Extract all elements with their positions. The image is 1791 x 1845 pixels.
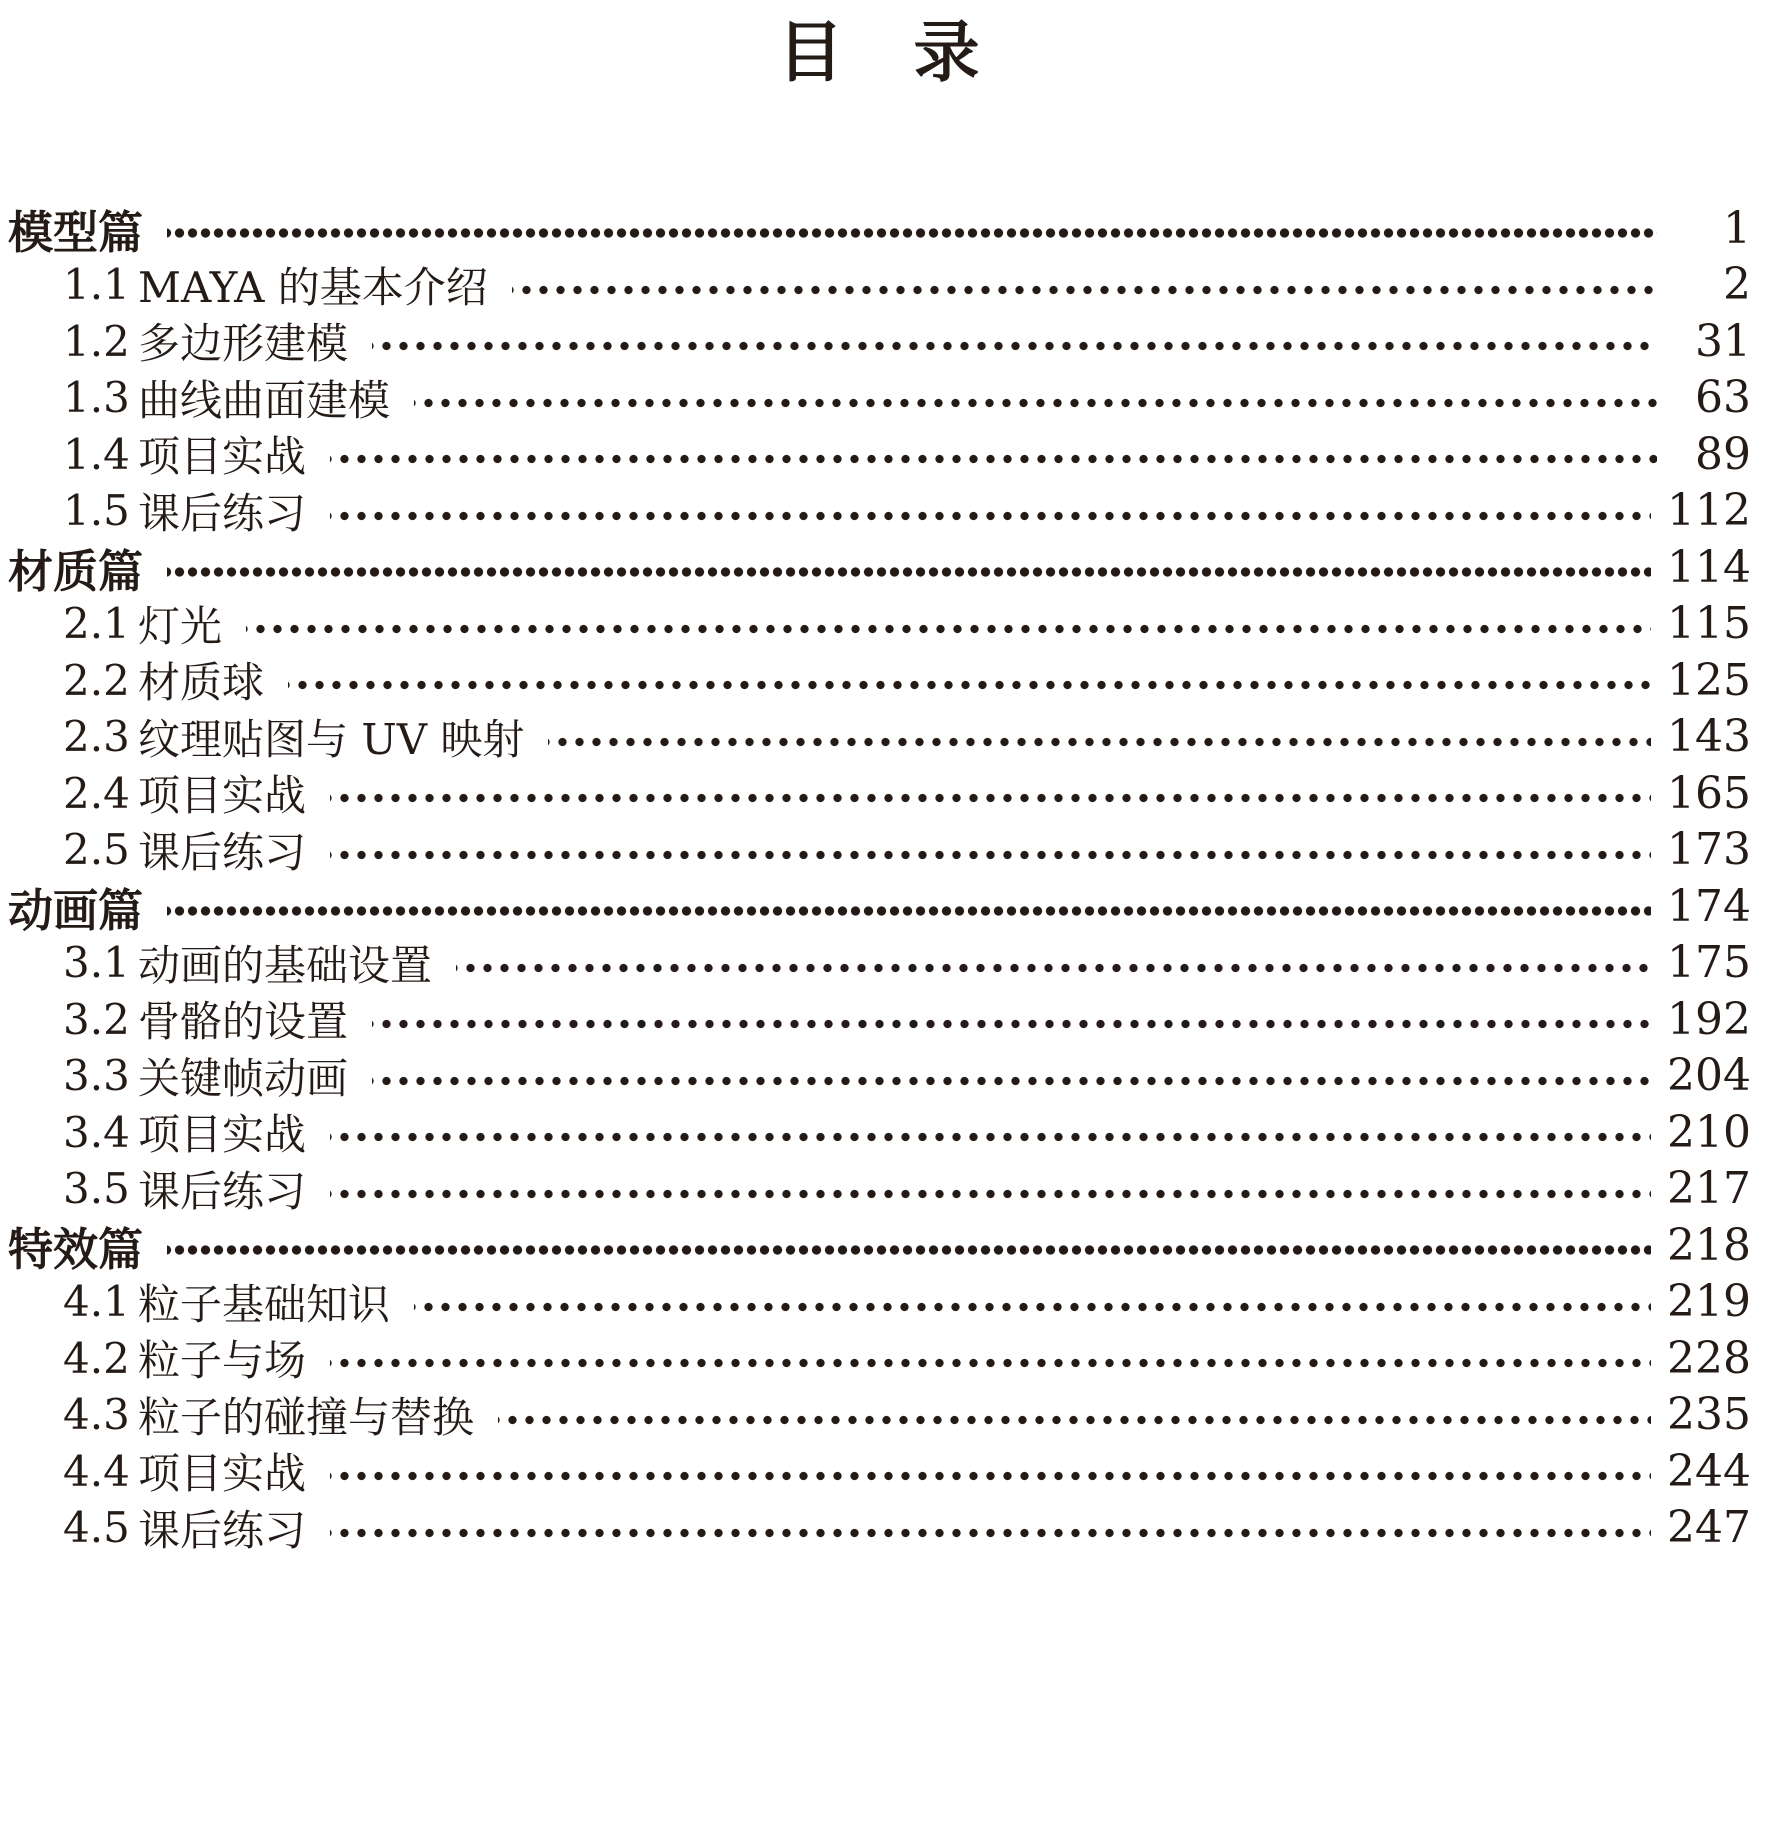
entry-title: 曲线曲面建模: [138, 375, 391, 425]
dot-leader: [330, 1355, 1651, 1371]
toc-item-row: [8, 822, 1751, 879]
entry-number: 1.5: [63, 486, 130, 536]
page-number: 219: [1667, 1276, 1751, 1328]
page-number: 228: [1667, 1332, 1751, 1384]
entry-number: 4.3: [63, 1390, 130, 1440]
entry-number: 4.2: [63, 1333, 130, 1383]
toc-item-row: [8, 1330, 1751, 1387]
page-number: 247: [1667, 1502, 1751, 1554]
entry-title: 课后练习: [138, 1505, 307, 1555]
toc-item-row: [8, 257, 1751, 314]
dot-leader: [330, 451, 1657, 467]
toc-item-row: [8, 483, 1751, 540]
toc-item-row: [8, 1274, 1751, 1331]
entry-title: 课后练习: [138, 488, 307, 538]
entry-title: 多边形建模: [138, 319, 349, 369]
toc-item-row: [8, 1443, 1751, 1500]
page-number: 235: [1667, 1389, 1751, 1441]
entry-number: 3.5: [63, 1164, 130, 1214]
section-label: 动画篇: [8, 883, 144, 937]
entry-title: 动画的基础设置: [138, 940, 433, 990]
entry-title: 灯光: [138, 601, 223, 651]
toc-item-row: [8, 991, 1751, 1048]
entry-number: 4.4: [63, 1446, 130, 1496]
dot-leader: [548, 734, 1651, 750]
page-number: 174: [1667, 880, 1751, 932]
entry-number: 4.1: [63, 1277, 130, 1327]
toc-section-row: [8, 539, 1751, 596]
toc-section-row: [8, 1217, 1751, 1274]
page-title: 目 录: [777, 14, 982, 91]
entry-title: 粒子的碰撞与替换: [138, 1392, 475, 1442]
page-number: 218: [1667, 1219, 1751, 1271]
toc-item-row: [8, 652, 1751, 709]
dot-leader: [167, 1242, 1651, 1258]
dot-leader: [372, 1073, 1651, 1089]
entry-title: 骨骼的设置: [138, 997, 349, 1047]
toc-item-row: [8, 765, 1751, 822]
dot-leader: [288, 677, 1651, 693]
dot-leader: [372, 1016, 1651, 1032]
page-number: 192: [1667, 993, 1751, 1045]
page-number: 31: [1695, 315, 1751, 367]
page-number: 143: [1667, 711, 1751, 763]
entry-number: 3.1: [63, 938, 130, 988]
dot-leader: [330, 1525, 1651, 1541]
dot-leader: [498, 1412, 1651, 1428]
dot-leader: [167, 225, 1657, 241]
dot-leader: [330, 508, 1651, 524]
dot-leader: [167, 903, 1651, 919]
toc-item-row: [8, 935, 1751, 992]
entry-number: 1.3: [63, 373, 130, 423]
dot-leader: [414, 395, 1657, 411]
entry-number: 2.2: [63, 655, 130, 705]
page-number: 63: [1695, 372, 1751, 424]
toc-list: [8, 200, 1751, 1556]
dot-leader: [330, 1129, 1651, 1145]
dot-leader: [512, 282, 1657, 298]
page-number: 125: [1667, 654, 1751, 706]
page-number: 2: [1723, 259, 1751, 311]
entry-title: 粒子基础知识: [138, 1279, 391, 1329]
entry-title: 材质球: [138, 658, 265, 708]
toc-item-row: [8, 709, 1751, 766]
entry-number: 3.2: [63, 994, 130, 1044]
page-number: 244: [1667, 1445, 1751, 1497]
dot-leader: [330, 847, 1651, 863]
toc-item-row: [8, 370, 1751, 427]
toc-item-row: [8, 596, 1751, 653]
entry-title: 课后练习: [138, 827, 307, 877]
page-number: 217: [1667, 1163, 1751, 1215]
entry-number: 2.4: [63, 768, 130, 818]
page-number: 115: [1667, 598, 1751, 650]
toc-item-row: [8, 1048, 1751, 1105]
toc-item-row: [8, 426, 1751, 483]
page-number: 114: [1667, 541, 1751, 593]
entry-title: 关键帧动画: [138, 1053, 349, 1103]
page-number: 173: [1667, 824, 1751, 876]
section-label: 特效篇: [8, 1222, 144, 1276]
section-label: 模型篇: [8, 205, 144, 259]
entry-title: 项目实战: [138, 1110, 307, 1160]
entry-number: 2.3: [63, 712, 130, 762]
entry-title: MAYA 的基本介绍: [138, 262, 488, 312]
dot-leader: [330, 1468, 1651, 1484]
dot-leader: [246, 621, 1651, 637]
entry-number: 1.1: [63, 260, 130, 310]
entry-number: 1.4: [63, 429, 130, 479]
page-number: 175: [1667, 937, 1751, 989]
toc-section-row: [8, 200, 1751, 257]
entry-title: 纹理贴图与 UV 映射: [138, 714, 525, 764]
entry-number: 2.1: [63, 599, 130, 649]
entry-number: 3.3: [63, 1051, 130, 1101]
page-number: 1: [1723, 202, 1751, 254]
entry-title: 项目实战: [138, 432, 307, 482]
entry-number: 3.4: [63, 1107, 130, 1157]
dot-leader: [330, 1186, 1651, 1202]
toc-item-row: [8, 1500, 1751, 1557]
page-number: 210: [1667, 1106, 1751, 1158]
dot-leader: [372, 338, 1657, 354]
page-number: 112: [1667, 485, 1751, 537]
page-number: 204: [1667, 1050, 1751, 1102]
entry-title: 粒子与场: [138, 1336, 307, 1386]
entry-number: 1.2: [63, 316, 130, 366]
toc-section-row: [8, 878, 1751, 935]
toc-item-row: [8, 1387, 1751, 1444]
toc-item-row: [8, 313, 1751, 370]
entry-number: 4.5: [63, 1503, 130, 1553]
page-number: 165: [1667, 767, 1751, 819]
page-number: 89: [1695, 428, 1751, 480]
entry-title: 课后练习: [138, 1166, 307, 1216]
toc-item-row: [8, 1104, 1751, 1161]
section-label: 材质篇: [8, 544, 144, 598]
entry-title: 项目实战: [138, 1449, 307, 1499]
dot-leader: [414, 1299, 1651, 1315]
entry-title: 项目实战: [138, 771, 307, 821]
dot-leader: [330, 790, 1651, 806]
entry-number: 2.5: [63, 825, 130, 875]
toc-item-row: [8, 1161, 1751, 1218]
dot-leader: [456, 960, 1651, 976]
dot-leader: [167, 564, 1651, 580]
